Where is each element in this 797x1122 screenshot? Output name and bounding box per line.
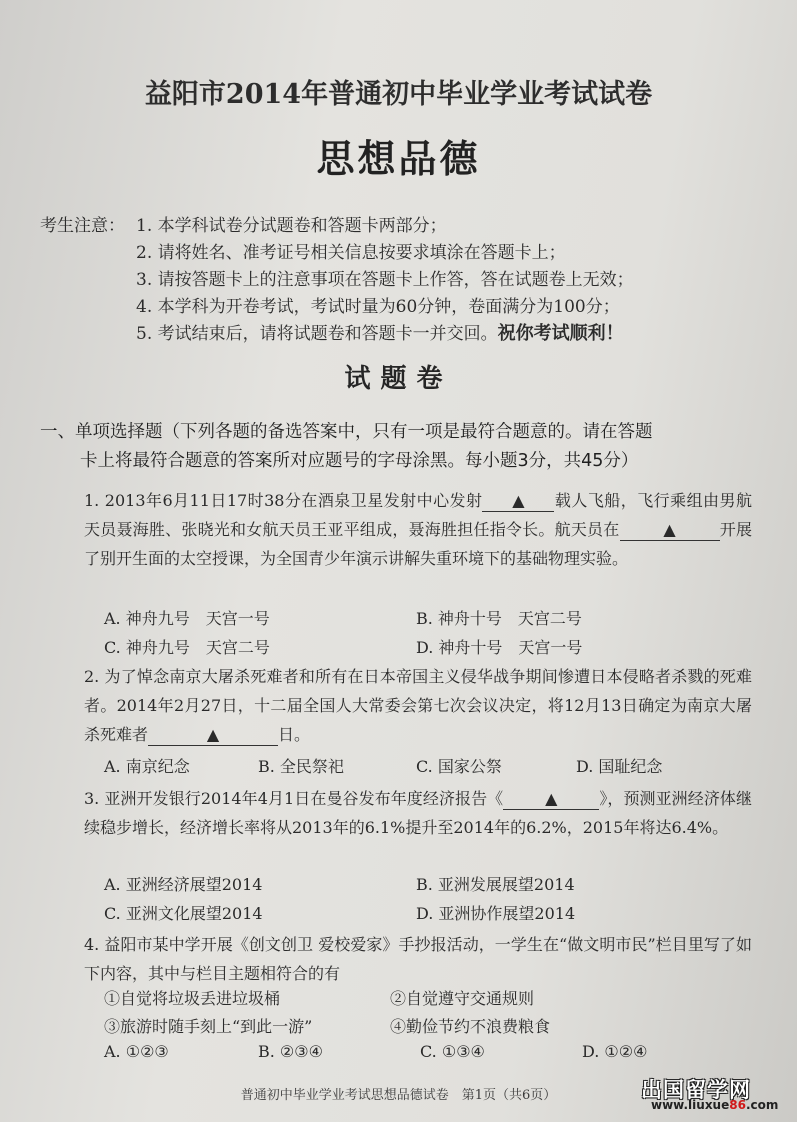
notice-item-text: 5. 考试结束后，请将试题卷和答题卡一并交回。 xyxy=(136,324,498,344)
question-3-text: 3. 亚洲开发银行2014年4月1日在曼谷发布年度经济报告《 xyxy=(84,789,504,808)
question-1 xyxy=(84,486,752,573)
question-4 xyxy=(84,930,752,988)
question-2-text: 日。 xyxy=(278,725,311,744)
subject-title: 思想品德 xyxy=(316,136,481,181)
question-3 xyxy=(84,784,752,842)
watermark-url-pre: www.liuxue xyxy=(651,1098,730,1112)
option: C. 亚洲文化展望2014 xyxy=(104,904,263,923)
option: C. ①③④ xyxy=(420,1042,485,1061)
notice-item: 3. 请按答题卡上的注意事项在答题卡上作答，答在试题卷上无效； xyxy=(136,270,634,290)
question-2-text: 2. 为了悼念南京大屠杀死难者和所有在日本帝国主义侵华战争期间惨遭日本侵略者杀戮的死难者。2014年2月27日，十二届全国人大常委会第七次会议决定，将12月13日确定为南京大屠杀死难者 xyxy=(84,667,752,744)
blank-mark: ▲ xyxy=(206,725,220,744)
watermark-url xyxy=(651,1098,778,1112)
watermark-cn: 出国留学网 xyxy=(641,1078,751,1102)
option: D. 亚洲协作展望2014 xyxy=(416,904,576,923)
watermark-url-post: .com xyxy=(745,1098,779,1112)
question-3-text: 》，预测亚洲经济体继续稳步增长，经济增长率将从2013年的6.1%提升至2014年的6.2%，2015年将达6.4%。 xyxy=(84,789,752,837)
option: B. 亚洲发展展望2014 xyxy=(416,875,575,894)
question-2 xyxy=(84,662,752,749)
statement-item: ④勤俭节约不浪费粮食 xyxy=(390,1017,551,1036)
option: C. 神舟九号 天宫二号 xyxy=(104,638,270,657)
blank-mark: ▲ xyxy=(663,520,676,539)
answer-blank xyxy=(503,789,599,810)
notice-label: 考生注意： xyxy=(40,216,125,236)
question-4-text: 4. 益阳市某中学开展《创文创卫 爱校爱家》手抄报活动，一学生在“做文明市民”栏目里写了如下内容，其中与栏目主题相符合的有 xyxy=(84,935,752,983)
question-1-text: 开展了别开生面的太空授课，为全国青少年演示讲解失重环境下的基础物理实验。 xyxy=(84,520,752,568)
blank-mark: ▲ xyxy=(512,491,525,510)
option: C. 国家公祭 xyxy=(416,757,502,776)
option: D. 神舟十号 天宫一号 xyxy=(416,638,583,657)
answer-blank xyxy=(148,725,278,746)
blank-mark: ▲ xyxy=(545,789,558,808)
notice-item: 1. 本学科试卷分试题卷和答题卡两部分； xyxy=(136,216,447,236)
watermark-url-num: 86 xyxy=(729,1098,746,1112)
option: A. 南京纪念 xyxy=(104,757,190,776)
option: D. 国耻纪念 xyxy=(576,757,663,776)
notice-item xyxy=(136,319,624,345)
statement-item: ②自觉遵守交通规则 xyxy=(390,989,535,1008)
question-1-text: 1. 2013年6月11日17时38分在酒泉卫星发射中心发射 xyxy=(84,491,483,510)
section-heading xyxy=(40,418,760,476)
notice-item: 4. 本学科为开卷考试，考试时量为60分钟，卷面满分为100分； xyxy=(136,297,620,317)
option: A. 亚洲经济展望2014 xyxy=(104,875,263,894)
site-watermark-logo xyxy=(627,1074,787,1114)
answer-blank xyxy=(482,491,554,512)
option: B. 全民祭祀 xyxy=(258,757,344,776)
option: D. ①②④ xyxy=(582,1042,648,1061)
statement-item: ①自觉将垃圾丢进垃圾桶 xyxy=(104,989,281,1008)
exam-title: 益阳市2014年普通初中毕业学业考试试卷 xyxy=(144,79,653,110)
question-1-text: 载人飞船，飞行乘组由男航天员聂海胜、张晓光和女航天员王亚平组成，聂海胜担任指令长。航天员在 xyxy=(84,491,752,539)
notice-item: 2. 请将姓名、准考证号相关信息按要求填涂在答题卡上； xyxy=(136,243,566,263)
section-heading-line: 卡上将最符合题意的答案所对应题号的字母涂黑。每小题3分，共45分） xyxy=(80,451,639,471)
option: A. ①②③ xyxy=(104,1042,169,1061)
paper-title: 试题卷 xyxy=(344,364,453,394)
option: B. ②③④ xyxy=(258,1042,323,1061)
notice-wish: 祝你考试顺利！ xyxy=(497,323,624,344)
option: A. 神舟九号 天宫一号 xyxy=(104,609,270,628)
answer-blank xyxy=(620,520,720,541)
statement-item: ③旅游时随手刻上“到此一游” xyxy=(104,1017,313,1036)
option: B. 神舟十号 天宫二号 xyxy=(416,609,582,628)
section-heading-line: 一、单项选择题（下列各题的备选答案中，只有一项是最符合题意的。请在答题 xyxy=(40,422,653,442)
page-footer: 普通初中毕业学业考试思想品德试卷 第1页（共6页） xyxy=(240,1088,557,1103)
